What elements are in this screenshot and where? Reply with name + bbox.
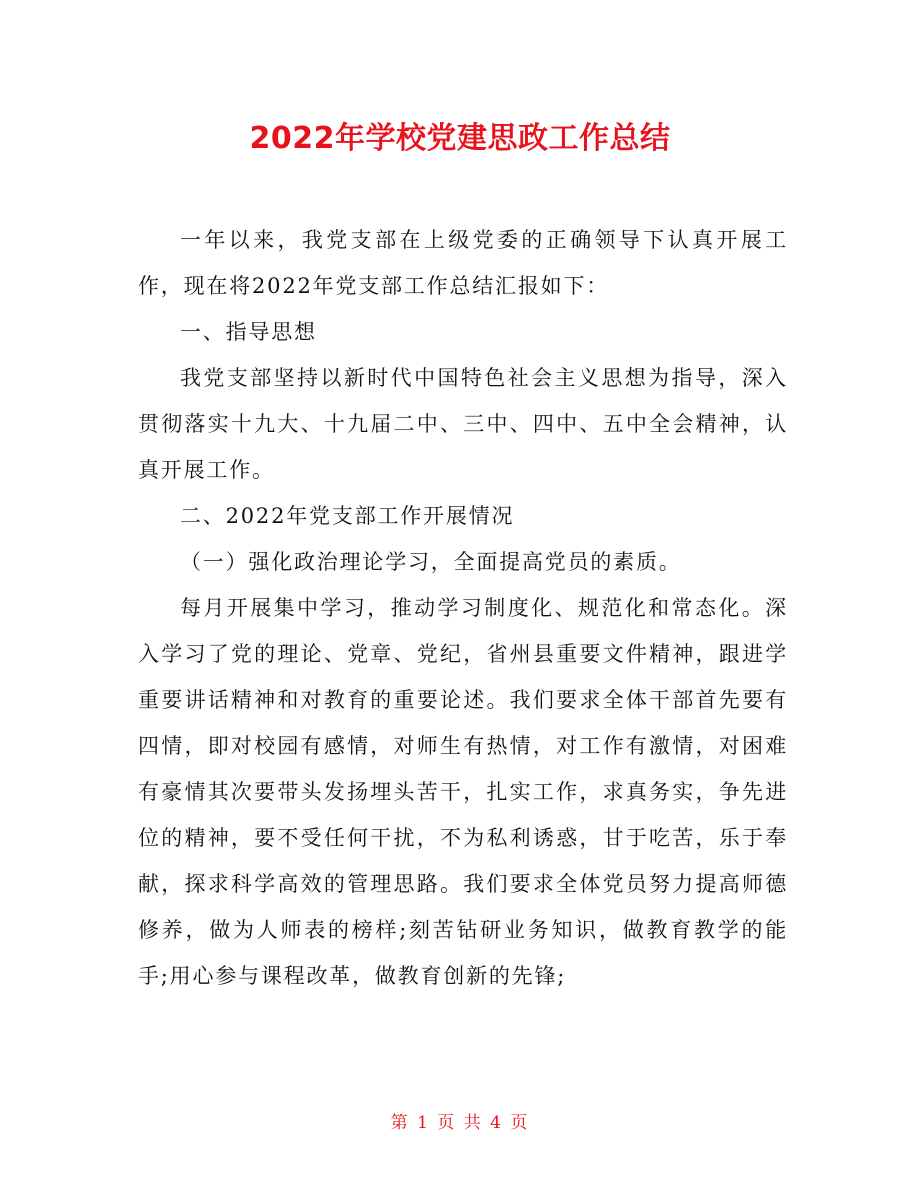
paragraph-theory-study: 每月开展集中学习，推动学习制度化、规范化和常态化。深入学习了党的理论、党章、党纪，省州县重要文件精神，跟进学重要讲话精神和对教育的重要论述。我们要求全体干部首先要有四情，即对校园有感情，对师生有热情，对工作有激情，对困难有豪情其次要带头发扬埋头苦干，扎实工作，求真务实，争先进位的精神，要不受任何干扰，不为私利诱惑，甘于吃苦，乐于奉献，探求科学高效的管理思路。我们要求全体党员努力提高师德修养，做为人师表的榜样;刻苦钻研业务知识，做教育教学的能手;用心参与课程改革，做教育创新的先锋; bbox=[138, 596, 788, 988]
paragraph-guiding-thought: 我党支部坚持以新时代中国特色社会主义思想为指导，深入贯彻落实十九大、十九届二中、三中、四中、五中全会精神，认真开展工作。 bbox=[138, 366, 788, 482]
document-title: 2022年学校党建思政工作总结 bbox=[249, 121, 671, 156]
page-number-footer: 第 1 页 共 4 页 bbox=[390, 1113, 530, 1133]
paragraph-intro: 一年以来，我党支部在上级党委的正确领导下认真开展工作，现在将2022年党支部工作总结汇报如下： bbox=[138, 228, 788, 298]
subsection-heading-theory-study: （一）强化政治理论学习，全面提高党员的素质。 bbox=[180, 550, 682, 574]
section-heading-guiding-thought: 一、指导思想 bbox=[180, 320, 317, 344]
section-heading-work-status: 二、2022年党支部工作开展情况 bbox=[180, 504, 515, 528]
document-body bbox=[138, 217, 788, 999]
